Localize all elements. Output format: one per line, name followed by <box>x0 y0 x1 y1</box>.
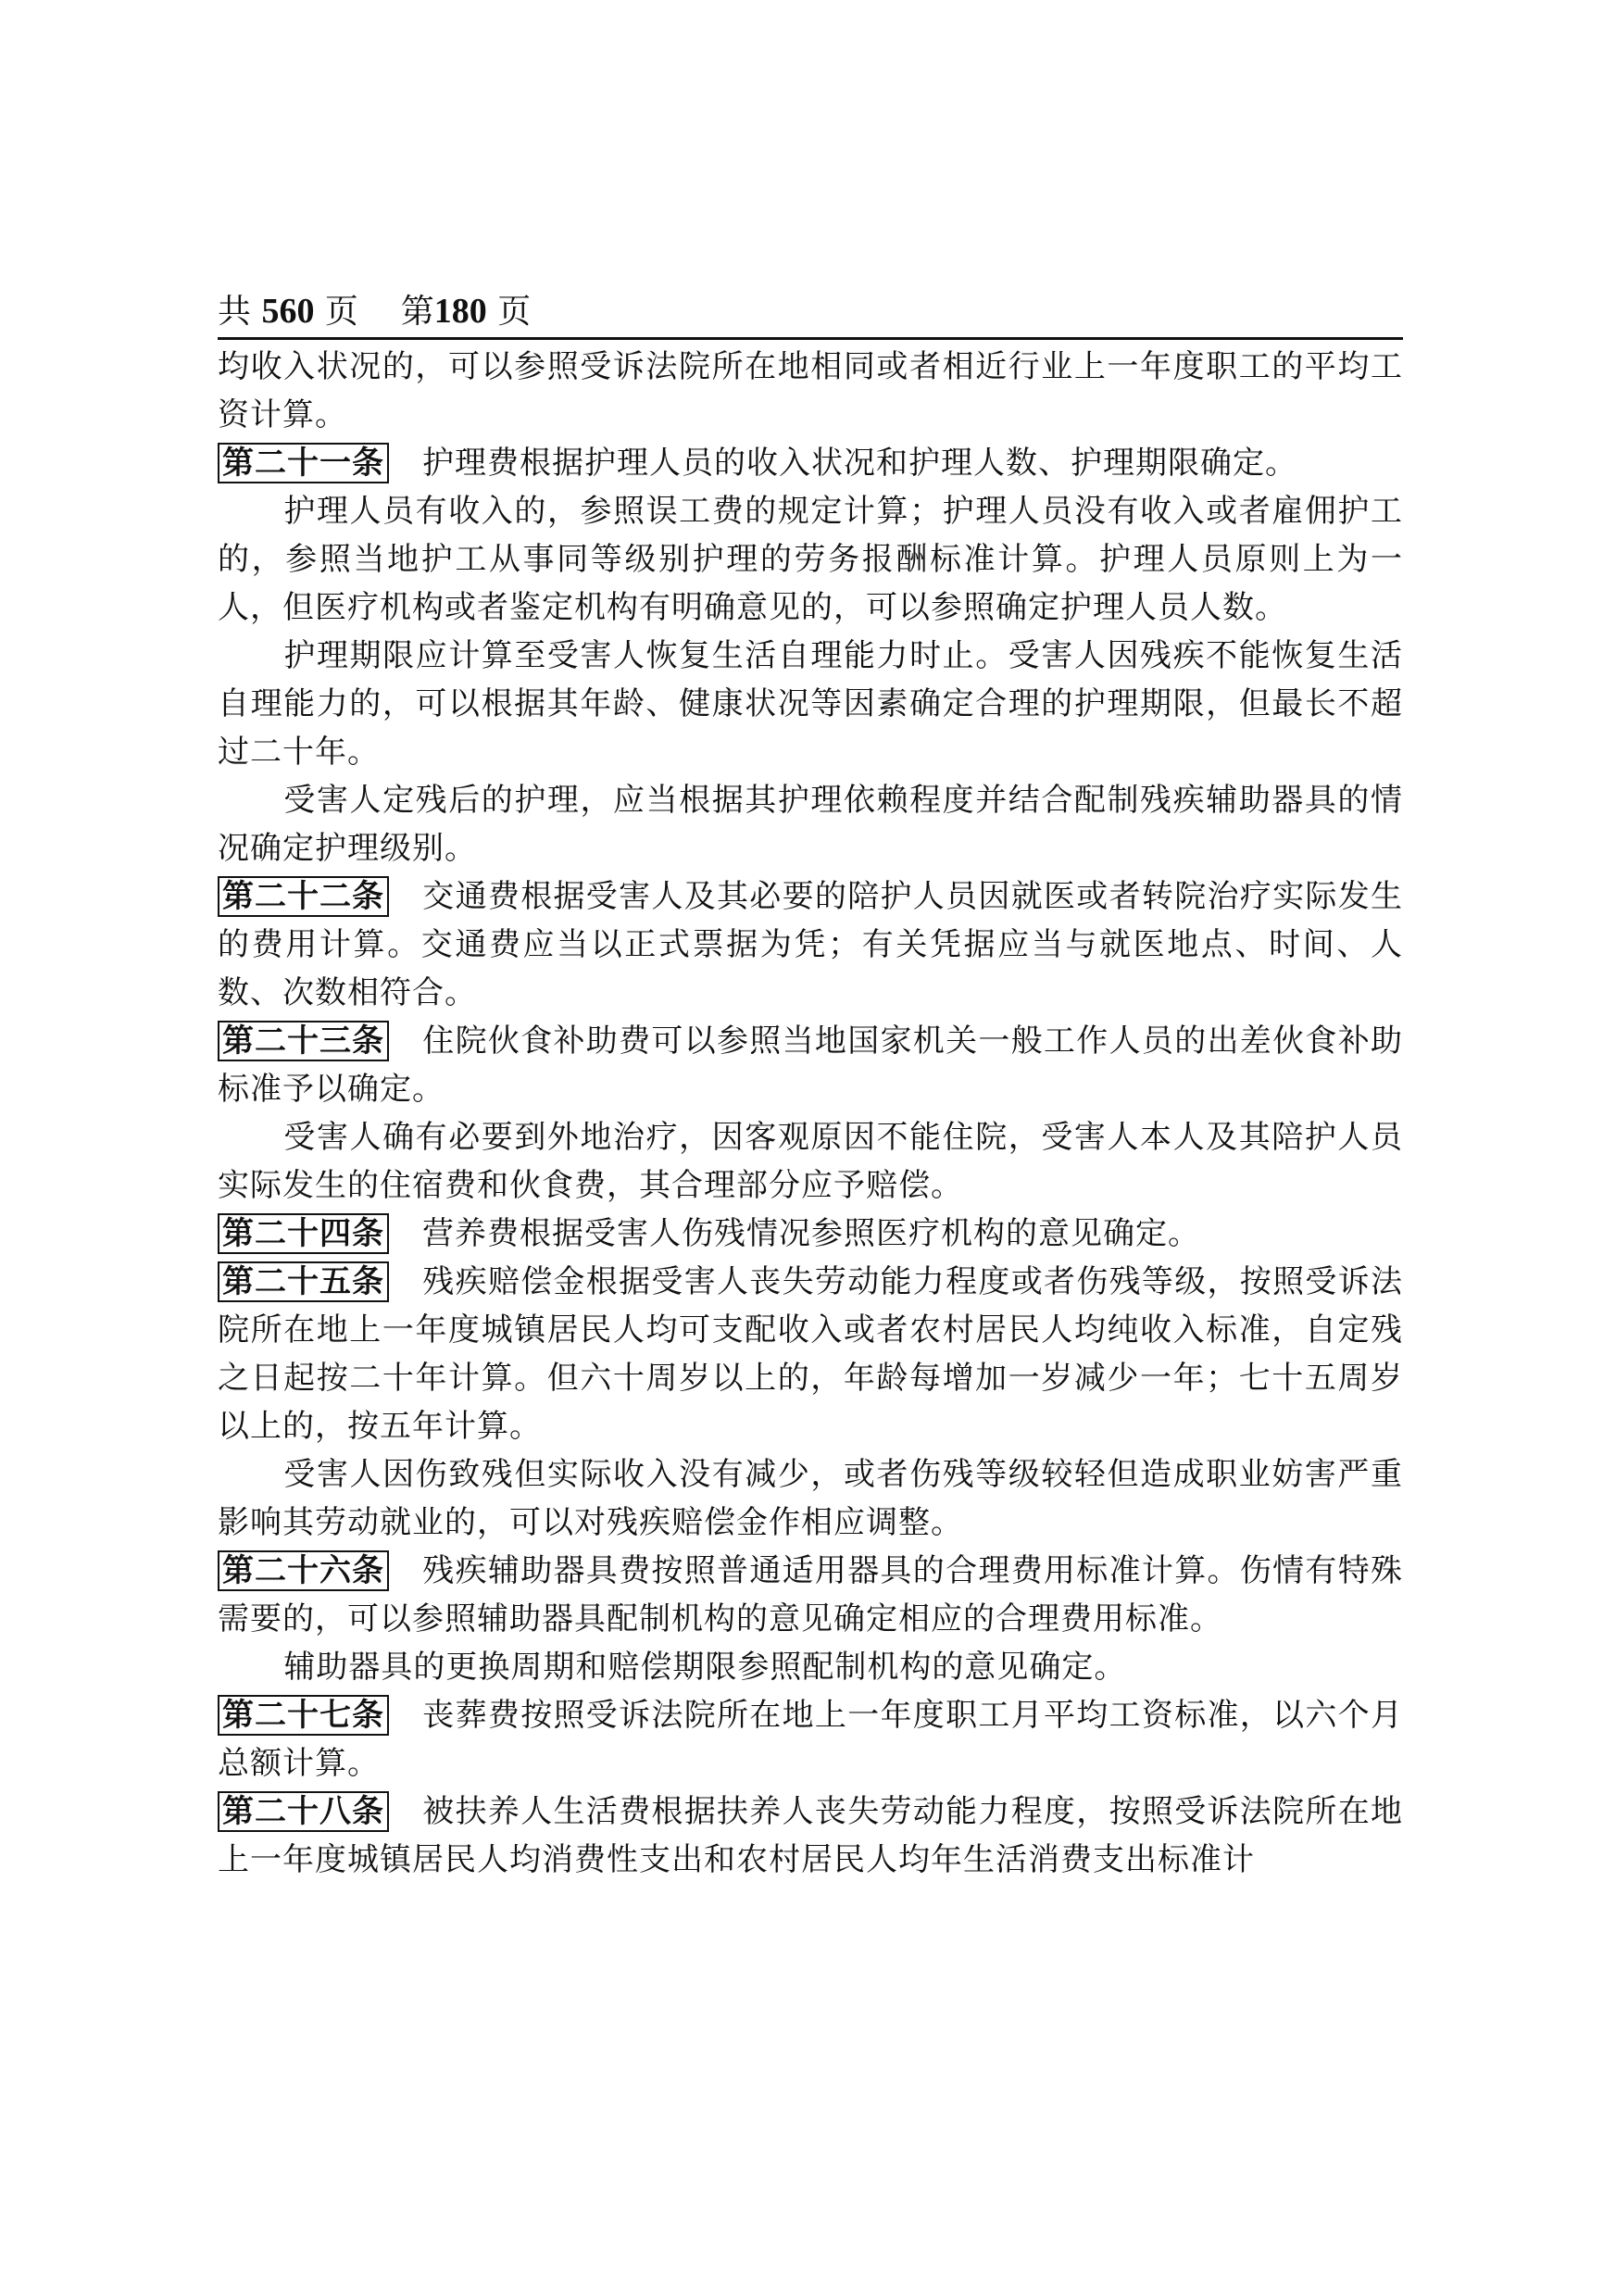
article-number-label: 第二十三条 <box>218 1021 389 1061</box>
paragraph <box>218 1113 1403 1210</box>
article-number-label: 第二十七条 <box>218 1695 389 1736</box>
article-paragraph <box>218 1258 1403 1450</box>
paragraph-text: 护理期限应计算至受害人恢复生活自理能力时止。受害人因残疾不能恢复生活自理能力的，可以根据其年龄、健康状况等因素确定合理的护理期限，但最长不超过二十年。 <box>218 637 1403 771</box>
paragraph-text: 受害人确有必要到外地治疗，因客观原因不能住院，受害人本人及其陪护人员实际发生的住宿费和伙食费，其合理部分应予赔偿。 <box>218 1119 1403 1204</box>
paragraph-text: 残疾辅助器具费按照普通适用器具的合理费用标准计算。伤情有特殊需要的，可以参照辅助器具配制机构的意见确定相应的合理费用标准。 <box>218 1552 1403 1637</box>
paragraph-text: 营养费根据受害人伤残情况参照医疗机构的意见确定。 <box>422 1215 1200 1252</box>
paragraph-text: 护理费根据护理人员的收入状况和护理人数、护理期限确定。 <box>422 445 1297 482</box>
paragraph <box>218 343 1403 439</box>
article-number-label: 第二十一条 <box>218 443 389 483</box>
article-paragraph <box>218 1691 1403 1788</box>
article-paragraph <box>218 1788 1403 1884</box>
paragraph <box>218 632 1403 776</box>
article-paragraph <box>218 1210 1403 1258</box>
paragraph <box>218 1643 1403 1691</box>
paragraph-text: 交通费根据受害人及其必要的陪护人员因就医或者转院治疗实际发生的费用计算。交通费应当以正式票据为凭；有关凭据应当与就医地点、时间、人数、次数相符合。 <box>218 878 1403 1011</box>
article-number-label: 第二十五条 <box>218 1261 389 1302</box>
current-suffix: 页 <box>497 293 532 331</box>
paragraph-text: 均收入状况的，可以参照受诉法院所在地相同或者相近行业上一年度职工的平均工资计算。 <box>218 348 1403 433</box>
document-body <box>218 343 1403 1884</box>
article-paragraph <box>218 1547 1403 1643</box>
paragraph-text: 被扶养人生活费根据扶养人丧失劳动能力程度，按照受诉法院所在地上一年度城镇居民人均消费性支出和农村居民人均年生活消费支出标准计 <box>218 1793 1403 1878</box>
total-pages: 560 <box>261 292 315 331</box>
current-page: 180 <box>433 292 487 331</box>
paragraph-text: 受害人因伤致残但实际收入没有减少，或者伤残等级较轻但造成职业妨害严重影响其劳动就业的，可以对残疾赔偿金作相应调整。 <box>218 1456 1403 1541</box>
article-number-label: 第二十六条 <box>218 1550 389 1591</box>
current-prefix: 第 <box>400 293 434 331</box>
paragraph-text: 受害人定残后的护理，应当根据其护理依赖程度并结合配制残疾辅助器具的情况确定护理级别。 <box>218 782 1403 867</box>
total-suffix: 页 <box>324 293 358 331</box>
article-paragraph <box>218 439 1403 487</box>
article-number-label: 第二十八条 <box>218 1791 389 1832</box>
paragraph <box>218 1450 1403 1547</box>
paragraph-text: 辅助器具的更换周期和赔偿期限参照配制机构的意见确定。 <box>283 1649 1127 1686</box>
paragraph <box>218 487 1403 632</box>
paragraph <box>218 776 1403 872</box>
article-paragraph <box>218 872 1403 1017</box>
total-prefix: 共 <box>218 293 252 331</box>
paragraph-text: 住院伙食补助费可以参照当地国家机关一般工作人员的出差伙食补助标准予以确定。 <box>218 1023 1403 1108</box>
paragraph-text: 残疾赔偿金根据受害人丧失劳动能力程度或者伤残等级，按照受诉法院所在地上一年度城镇居民人均可支配收入或者农村居民人均纯收入标准，自定残之日起按二十年计算。但六十周岁以上的，年龄每增加一岁减少一年；七十五周岁以上的，按五年计算。 <box>218 1263 1403 1445</box>
paragraph-text: 丧葬费按照受诉法院所在地上一年度职工月平均工资标准，以六个月总额计算。 <box>218 1697 1403 1782</box>
article-number-label: 第二十四条 <box>218 1213 389 1254</box>
paragraph-text: 护理人员有收入的，参照误工费的规定计算；护理人员没有收入或者雇佣护工的，参照当地护工从事同等级别护理的劳务报酬标准计算。护理人员原则上为一人，但医疗机构或者鉴定机构有明确意见的，可以参照确定护理人员人数。 <box>218 493 1403 626</box>
page-header <box>218 289 1403 340</box>
article-paragraph <box>218 1017 1403 1113</box>
article-number-label: 第二十二条 <box>218 876 389 917</box>
